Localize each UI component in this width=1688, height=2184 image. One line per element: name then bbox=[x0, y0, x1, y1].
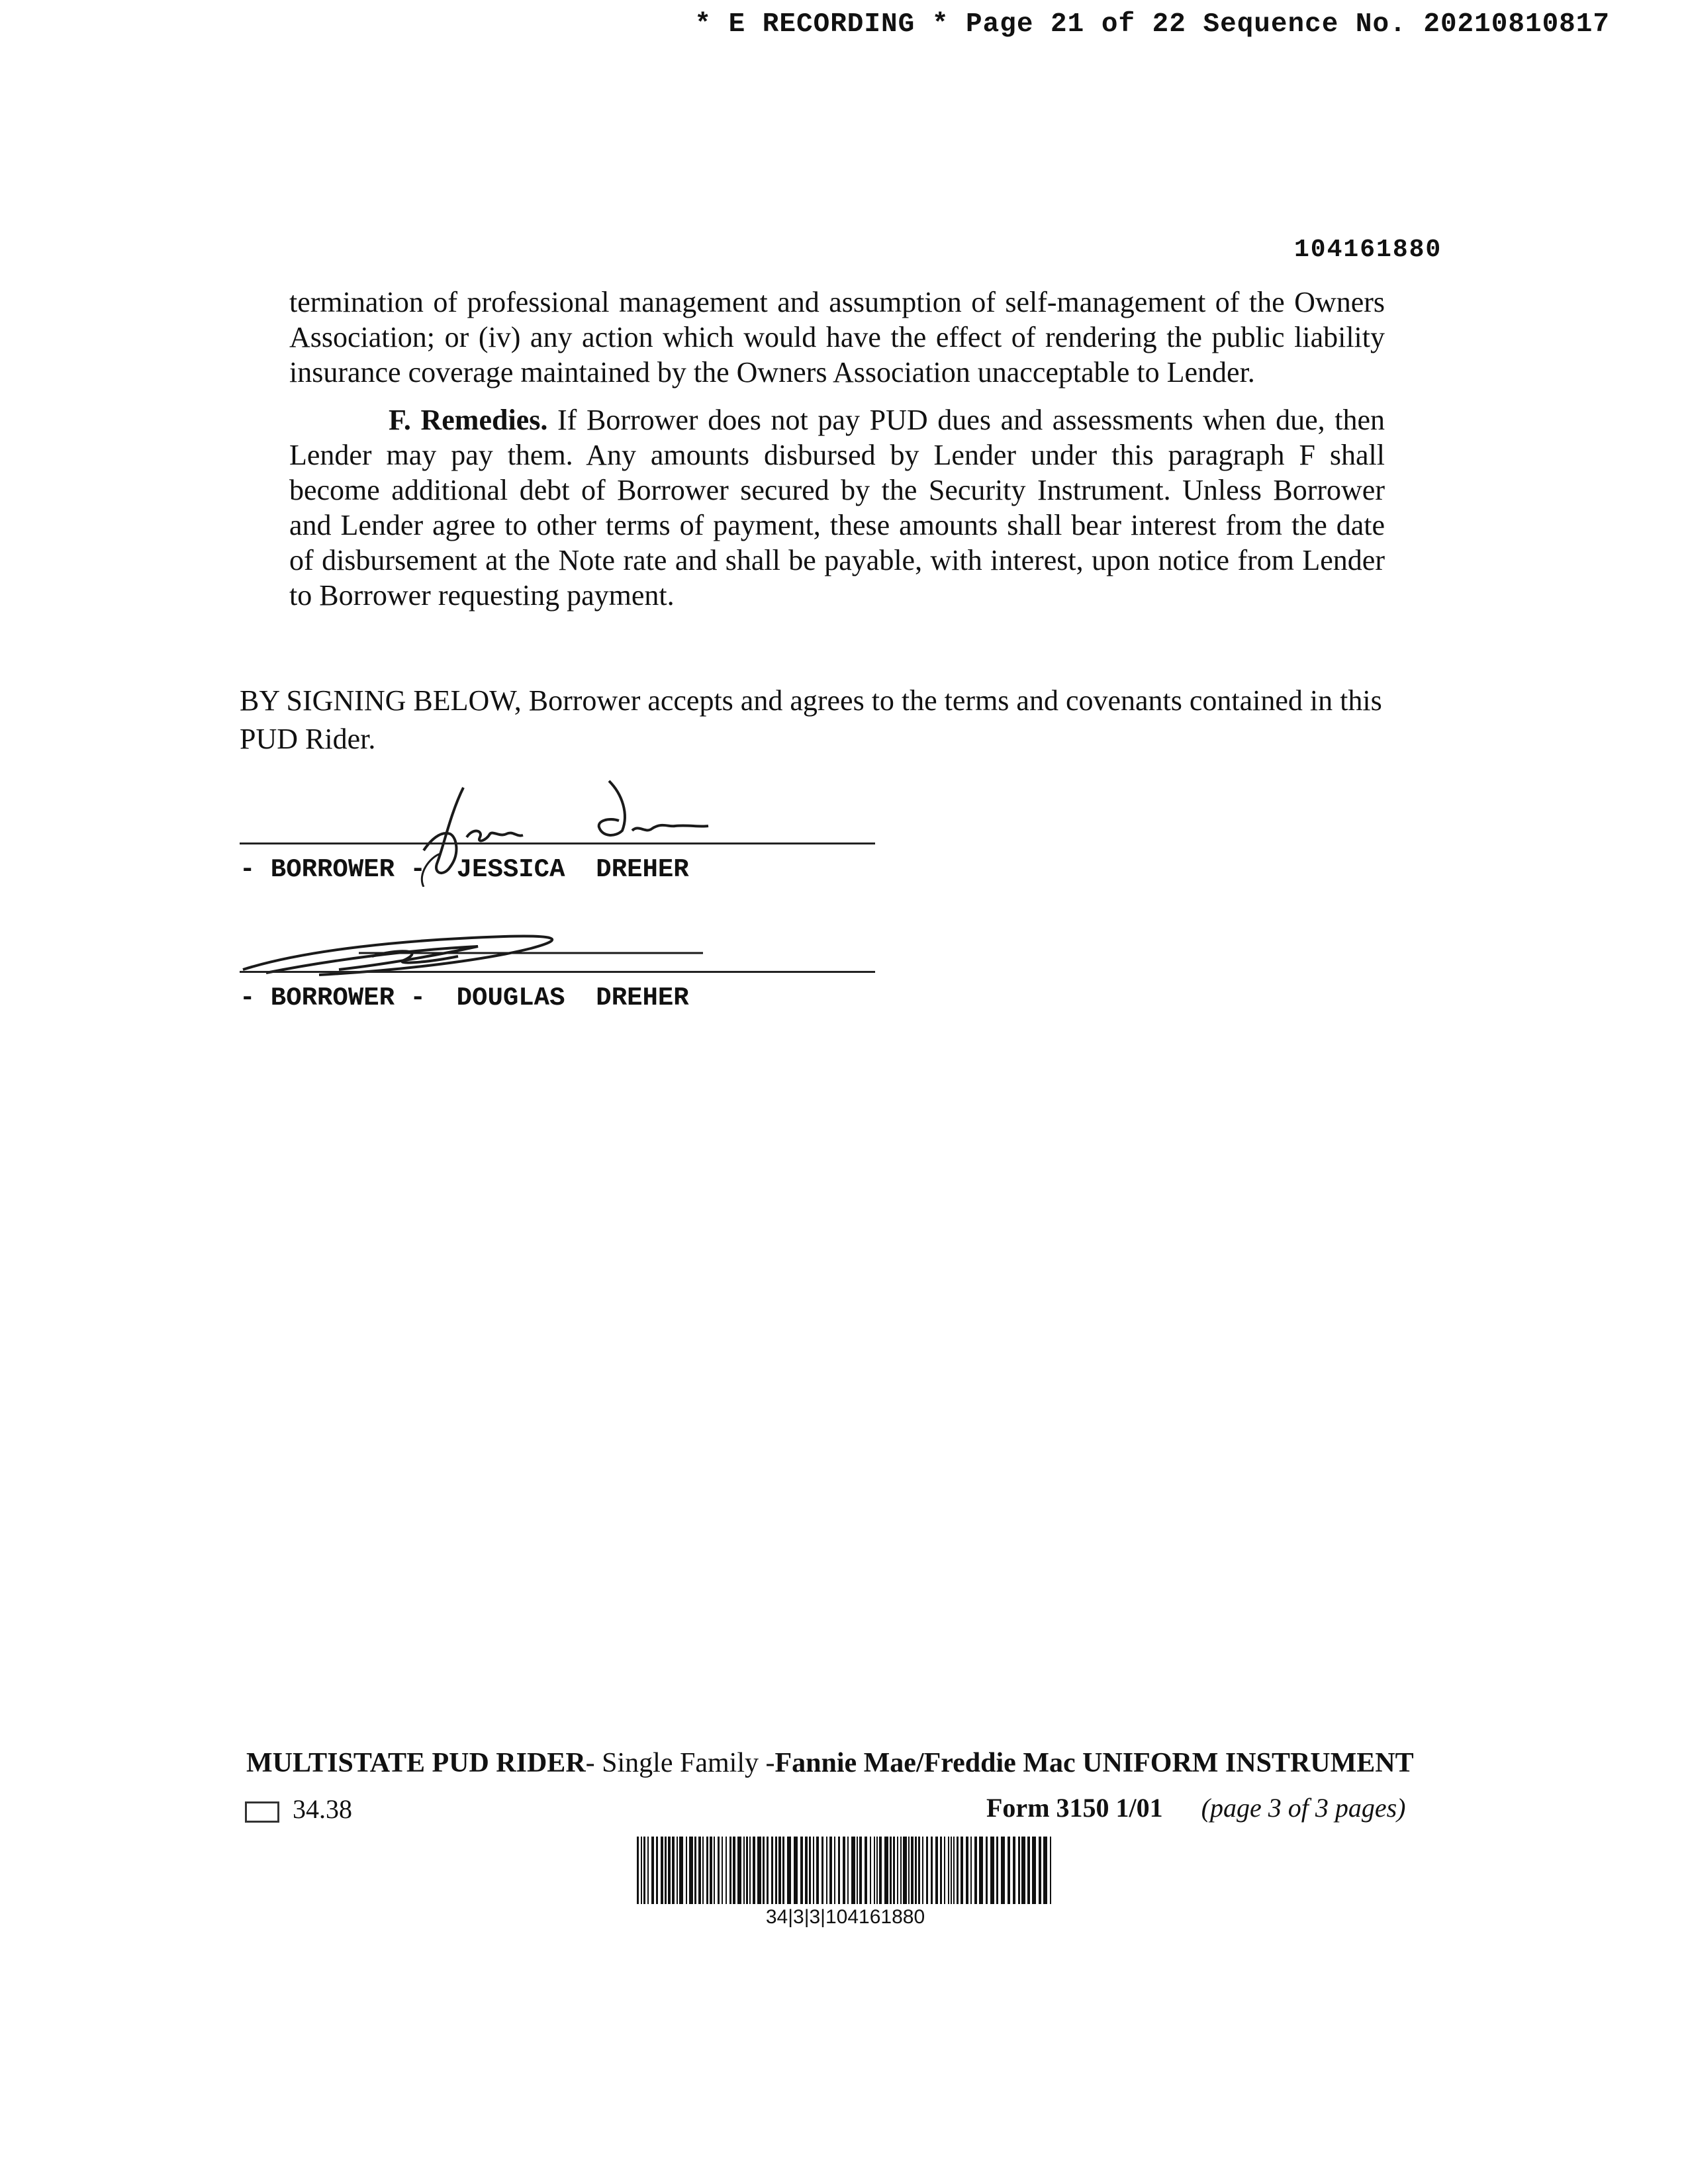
barcode-bar bbox=[1013, 1837, 1015, 1904]
barcode-bar bbox=[897, 1837, 898, 1904]
form-code bbox=[245, 1794, 352, 1825]
barcode-bar bbox=[944, 1837, 945, 1904]
barcode-bar bbox=[903, 1837, 907, 1904]
barcode-bar bbox=[870, 1837, 871, 1904]
barcode-icon bbox=[637, 1837, 1054, 1904]
barcode-bar bbox=[974, 1837, 977, 1904]
barcode-bar bbox=[948, 1837, 949, 1904]
barcode-bar bbox=[940, 1837, 942, 1904]
barcode-bar bbox=[1039, 1837, 1041, 1904]
barcode-bar bbox=[710, 1837, 712, 1904]
barcode-bar bbox=[911, 1837, 914, 1904]
barcode-bar bbox=[908, 1837, 910, 1904]
remedies-paragraph bbox=[289, 402, 1385, 613]
barcode-bar bbox=[1021, 1837, 1025, 1904]
barcode-bar bbox=[1043, 1837, 1047, 1904]
barcode-bar bbox=[800, 1837, 803, 1904]
barcode-bar bbox=[763, 1837, 765, 1904]
barcode-bar bbox=[656, 1837, 658, 1904]
recording-header: * E RECORDING * Page 21 of 22 Sequence No. 20210810817 bbox=[694, 9, 1610, 40]
form-number bbox=[986, 1792, 1405, 1823]
barcode-bar bbox=[677, 1837, 678, 1904]
barcode-bar bbox=[931, 1837, 933, 1904]
signing-statement: BY SIGNING BELOW, Borrower accepts and agrees to the terms and covenants contained in this PUD Rider. bbox=[240, 684, 1382, 755]
barcode-bar bbox=[672, 1837, 675, 1904]
barcode-bar bbox=[722, 1837, 723, 1904]
barcode-bar bbox=[884, 1837, 888, 1904]
barcode-bar bbox=[778, 1837, 781, 1904]
barcode-bar bbox=[737, 1837, 741, 1904]
barcode-bar bbox=[966, 1837, 968, 1904]
barcode-bar bbox=[743, 1837, 745, 1904]
barcode-bar bbox=[637, 1837, 639, 1904]
barcode-bar bbox=[843, 1837, 845, 1904]
barcode-bar bbox=[698, 1837, 701, 1904]
barcode-bar bbox=[794, 1837, 798, 1904]
barcode-bar bbox=[851, 1837, 855, 1904]
barcode-bar bbox=[893, 1837, 895, 1904]
barcode-bar bbox=[874, 1837, 875, 1904]
barcode-bar bbox=[714, 1837, 715, 1904]
remedies-text: If Borrower does not pay PUD dues and assessments when due, then Lender may pay them. Any amounts disbursed by Lender under this paragraph F shall become additional debt of Borrower secured by the Security Instrument. Unless Borrower and Lender agree to other terms of payment, these amounts shall bear interest from the date of disbursement at the Note rate and shall be payable, with interest, upon notice from Lender to Borrower requesting payment. bbox=[289, 404, 1385, 612]
borrower-label-1: - BORROWER - JESSICA DREHER bbox=[240, 855, 689, 884]
barcode-bar bbox=[951, 1837, 952, 1904]
barcode-bar bbox=[643, 1837, 645, 1904]
barcode-bar bbox=[1027, 1837, 1030, 1904]
barcode-bar bbox=[979, 1837, 983, 1904]
signature-douglas-dreher bbox=[240, 923, 716, 983]
barcode-bar bbox=[986, 1837, 988, 1904]
barcode-bar bbox=[805, 1837, 808, 1904]
barcode-bar bbox=[771, 1837, 773, 1904]
barcode-bar bbox=[879, 1837, 882, 1904]
barcode-bar bbox=[996, 1837, 998, 1904]
continuation-paragraph: termination of professional management and assumption of self-management of the Owners Association; or (iv) any action which would have the effect of rendering the public liability insurance coverage maintained by the Owners Association unacceptable to Lender. bbox=[289, 286, 1385, 388]
barcode-bar bbox=[957, 1837, 959, 1904]
form-title-bold: MULTISTATE PUD RIDER bbox=[246, 1748, 586, 1778]
barcode-bar bbox=[1018, 1837, 1020, 1904]
barcode-bar bbox=[679, 1837, 683, 1904]
signature-line-2 bbox=[240, 971, 875, 973]
barcode-bar bbox=[753, 1837, 755, 1904]
barcode-bar bbox=[757, 1837, 761, 1904]
barcode-bar bbox=[767, 1837, 769, 1904]
barcode-bar bbox=[787, 1837, 791, 1904]
barcode-bar bbox=[689, 1837, 693, 1904]
barcode-bar bbox=[838, 1837, 840, 1904]
barcode-bar bbox=[834, 1837, 835, 1904]
barcode-bar bbox=[775, 1837, 777, 1904]
barcode-bar bbox=[702, 1837, 704, 1904]
barcode-bar bbox=[733, 1837, 735, 1904]
remedies-heading: F. Remedies. bbox=[389, 404, 548, 436]
form-code-value: 34.38 bbox=[293, 1794, 352, 1824]
barcode-bar bbox=[668, 1837, 671, 1904]
barcode-bar bbox=[876, 1837, 878, 1904]
barcode-bar bbox=[826, 1837, 827, 1904]
barcode-bar bbox=[816, 1837, 819, 1904]
barcode-bar bbox=[859, 1837, 862, 1904]
barcode-bar bbox=[865, 1837, 867, 1904]
barcode-bar bbox=[847, 1837, 849, 1904]
barcode-bar bbox=[900, 1837, 902, 1904]
barcode-bar bbox=[1008, 1837, 1010, 1904]
form-title bbox=[246, 1747, 1414, 1779]
barcode-bar bbox=[935, 1837, 938, 1904]
barcode-bar bbox=[647, 1837, 649, 1904]
barcode-bar bbox=[718, 1837, 720, 1904]
loan-number: 104161880 bbox=[1294, 236, 1442, 264]
barcode-bar bbox=[641, 1837, 642, 1904]
barcode-bar bbox=[970, 1837, 972, 1904]
barcode-bar bbox=[961, 1837, 963, 1904]
barcode-bar bbox=[813, 1837, 814, 1904]
barcode-bar bbox=[1001, 1837, 1005, 1904]
barcode-bar bbox=[1050, 1837, 1051, 1904]
barcode-bar bbox=[821, 1837, 823, 1904]
page-info: (page 3 of 3 pages) bbox=[1201, 1793, 1406, 1823]
signature-line-1 bbox=[240, 842, 875, 844]
barcode-bar bbox=[706, 1837, 708, 1904]
barcode-bar bbox=[729, 1837, 731, 1904]
barcode-bar bbox=[829, 1837, 832, 1904]
barcode-bar bbox=[915, 1837, 917, 1904]
barcode-bar bbox=[990, 1837, 994, 1904]
barcode-text: 34|3|3|104161880 bbox=[765, 1906, 925, 1928]
barcode-bar bbox=[782, 1837, 784, 1904]
barcode-bar bbox=[746, 1837, 748, 1904]
barcode-bar bbox=[749, 1837, 751, 1904]
barcode-bar bbox=[809, 1837, 811, 1904]
barcode-bar bbox=[953, 1837, 955, 1904]
borrower-label-2: - BORROWER - DOUGLAS DREHER bbox=[240, 983, 689, 1013]
barcode-bar bbox=[926, 1837, 928, 1904]
form-number-value: Form 3150 1/01 bbox=[986, 1793, 1163, 1823]
barcode-bar bbox=[661, 1837, 663, 1904]
barcode-bar bbox=[686, 1837, 687, 1904]
barcode-bar bbox=[726, 1837, 727, 1904]
barcode-bar bbox=[922, 1837, 923, 1904]
form-title-bold-2: Fannie Mae/Freddie Mac UNIFORM INSTRUMENT bbox=[774, 1748, 1414, 1778]
form-logo-icon bbox=[245, 1801, 279, 1823]
form-title-regular: - Single Family - bbox=[585, 1748, 775, 1778]
barcode-bar bbox=[918, 1837, 920, 1904]
barcode-bar bbox=[1032, 1837, 1036, 1904]
barcode-bar bbox=[890, 1837, 892, 1904]
barcode-bar bbox=[694, 1837, 696, 1904]
barcode-bar bbox=[665, 1837, 667, 1904]
barcode-bar bbox=[857, 1837, 858, 1904]
barcode-bar bbox=[651, 1837, 654, 1904]
